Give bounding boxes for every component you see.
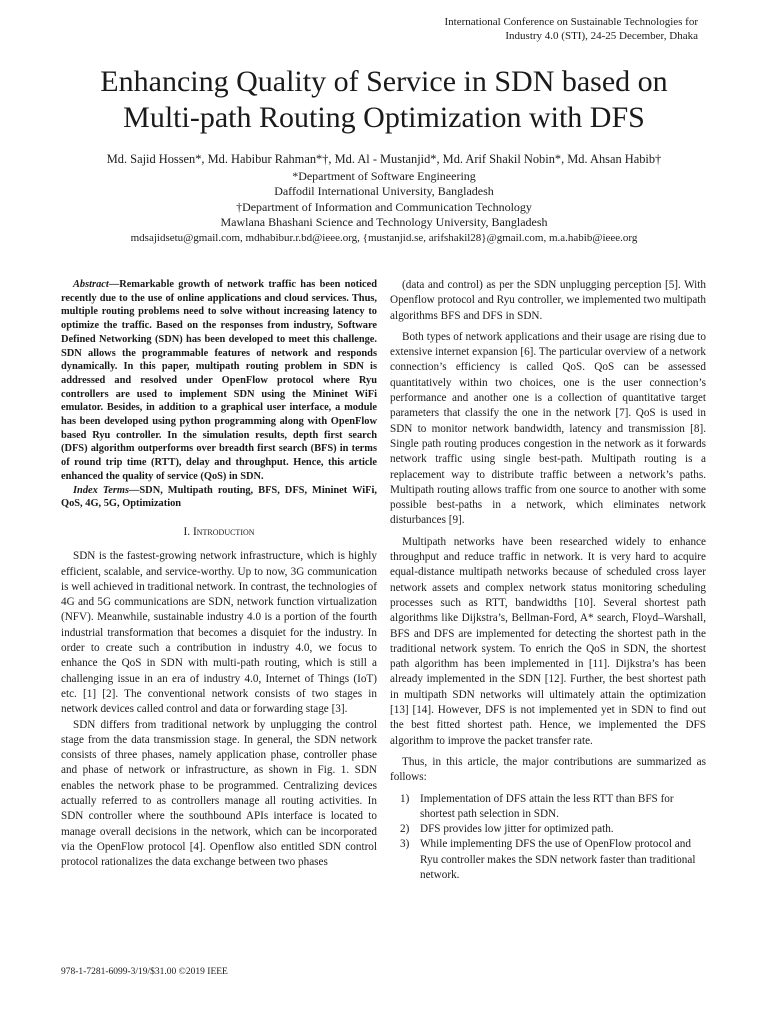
abstract bbox=[61, 278, 377, 484]
index-terms bbox=[61, 484, 377, 511]
conference-line-2: Industry 4.0 (STI), 24-25 December, Dhaka bbox=[505, 30, 698, 42]
list-item-number: 1) bbox=[400, 792, 410, 805]
index-terms-label: Index Terms bbox=[73, 484, 130, 496]
title-line-2: Multi-path Routing Optimization with DFS bbox=[123, 101, 645, 134]
list-item bbox=[390, 837, 706, 883]
list-item-text: While implementing DFS the use of OpenFlow protocol and Ryu controller makes the SDN network faster than traditional network. bbox=[420, 838, 696, 881]
list-item bbox=[390, 792, 706, 823]
abstract-label: Abstract bbox=[73, 279, 109, 290]
index-terms-text: —SDN, Multipath routing, BFS, DFS, Mininet WiFi, QoS, 4G, 5G, Optimization bbox=[61, 484, 377, 510]
right-paragraph-2: Both types of network applications and their usage are rising due to extensive internet expansion [6]. The particular overview of a network connection’s efficiency is called QoS. QoS can be assessed quantitatively within two choices, one is the user connection’s performance and another one is a collection of quantitative target parameters that classify the one in the network [7]. QoS is used in SDN to monitor network bandwidth, latency and transmission [8]. Single path routing produces congestion in the network as it forwards network traffic using single best-path. Multipath routing is a replacement way to distribute traffic between a network’s paths. Multipath routing allows traffic from one source to another with some possible best-paths in a network, which eliminates network disturbances [9]. bbox=[390, 330, 706, 527]
list-item-number: 3) bbox=[400, 838, 410, 851]
abstract-text: —Remarkable growth of network traffic has been noticed recently due to the use of online applications and cloud services. Thus, multiple routing problems need to solve without increasing latency to optimize the traffic. Based on the responses from industry, Software Defined Networking (SDN) has been developed to meet this challenge. SDN allows the programmable features of network and responds dynamically. In this paper, multipath routing problem in SDN is addressed and resolved under OpenFlow protocol where Ryu controllers are used to implement SDN using the Mininet WiFi emulator. Besides, in addition to a graphical user interface, a module has been developed using python programming along with OpenFlow based Ryu controller. In the simulation results, depth first search (DFS) algorithm outperforms over breadth first search (BFS) in terms of round trip time (RTT), delay and throughput. Hence, this article enhanced the quality of service (QoS) in SDN. bbox=[61, 279, 377, 482]
affiliation-2-inst: Mawlana Bhashani Science and Technology University, Bangladesh bbox=[220, 215, 548, 230]
author-emails: mdsajidsetu@gmail.com, mdhabibur.r.bd@ieee.org, {mustanjid.se, arifshakil28}@gmail.com, m.a.habib@ieee.org bbox=[130, 231, 638, 244]
conference-header bbox=[398, 15, 698, 43]
author-names: Md. Sajid Hossen*, Md. Habibur Rahman*†, Md. Al - Mustanjid*, Md. Arif Shakil Nobin*, Md. Ahsan Habib† bbox=[106, 152, 662, 166]
paper-title bbox=[40, 64, 728, 136]
right-paragraph-1: (data and control) as per the SDN unplugging perception [5]. With Openflow protocol and Ryu controller, we implemented two multipath algorithms BFS and DFS in SDN. bbox=[390, 279, 706, 322]
right-paragraph-3: Multipath networks have been researched widely to enhance throughput and reduce traffic in network. It is very hard to acquire equal-distance multipath networks because of scheduled cross layer network assets and complex network status monitoring scheduling processes such as RTT, bandwidths [10]. Several shortest path algorithms like Dijkstra’s, Bellman-Ford, A* search, Floyd–Warshall, BFS and DFS are implemented for detecting the shortest path in the traditional network system. To enrich the QoS in SDN, the shortest path algorithm has been implemented in [11]. Dijkstra’s has been already implemented in the SDN [12]. Further, the best shortest path in multipath SDN networks will ultimately attain the optimization [13] [14]. However, DFS is not implemented yet in SDN to find out the best fitted shortest path. Hence, we implemented the DFS algorithm to improve the packet transfer rate. bbox=[390, 535, 706, 747]
section-heading-introduction bbox=[61, 525, 377, 540]
copyright-footer: 978-1-7281-6099-3/19/$31.00 ©2019 IEEE bbox=[61, 967, 228, 977]
author-block bbox=[20, 152, 748, 247]
conference-line-1: International Conference on Sustainable Technologies for bbox=[444, 16, 698, 28]
list-item bbox=[390, 822, 706, 837]
contributions-list bbox=[390, 792, 706, 884]
left-column bbox=[61, 278, 377, 870]
intro-paragraph-2: SDN differs from traditional network by unplugging the control stage from the data transmission stage. In general, the SDN network consists of three phases, namely application phase, controller phase and phase of network or infrastructure, as shown in Fig. 1. SDN enables the network phase to be programmed. Centralizing devices actually referred to as controllers manage all routing activities. In SDN controller where the southbound APIs interface is located to manage overall decisions in the network, which can be incorporated via the OpenFlow protocol [4]. Openflow also entitled SDN control protocol rationalizes the data exchange between two phases bbox=[61, 718, 377, 869]
affiliation-2-dept: †Department of Information and Communication Technology bbox=[236, 199, 532, 214]
section-title: Introduction bbox=[192, 525, 255, 538]
intro-paragraph-1: SDN is the fastest-growing network infrastructure, which is highly efficient, scalable, and service-worthy. Up to now, 3G communication is well achieved in traditional network. In contrast, the technologies of 4G and 5G communications are SDN, network function virtualization (NFV). Meanwhile, sustainable industry 4.0 is a portion of the fourth industrial transformation that becomes a disquiet for the industry. In order to create such a contribution in industry 4.0, we focus to enhance the QoS in SDN with multi-path routing, which is still a challenging issue in an era of industry 4.0, Internet of Things (IoT) etc. [1] [2]. The conventional network consists of two stages in network devices called control and data or forwarding stage [3]. bbox=[61, 550, 377, 716]
affiliation-1-dept: *Department of Software Engineering bbox=[292, 168, 476, 183]
right-paragraph-4: Thus, in this article, the major contributions are summarized as follows: bbox=[390, 755, 706, 784]
section-numeral: I. bbox=[183, 525, 191, 538]
list-item-text: DFS provides low jitter for optimized path. bbox=[420, 823, 614, 836]
list-item-number: 2) bbox=[400, 823, 410, 836]
title-line-1: Enhancing Quality of Service in SDN based on bbox=[100, 65, 668, 98]
affiliation-1-inst: Daffodil International University, Bangladesh bbox=[274, 184, 494, 199]
right-column bbox=[390, 278, 706, 883]
list-item-text: Implementation of DFS attain the less RTT than BFS for shortest path selection in SDN. bbox=[420, 792, 674, 820]
